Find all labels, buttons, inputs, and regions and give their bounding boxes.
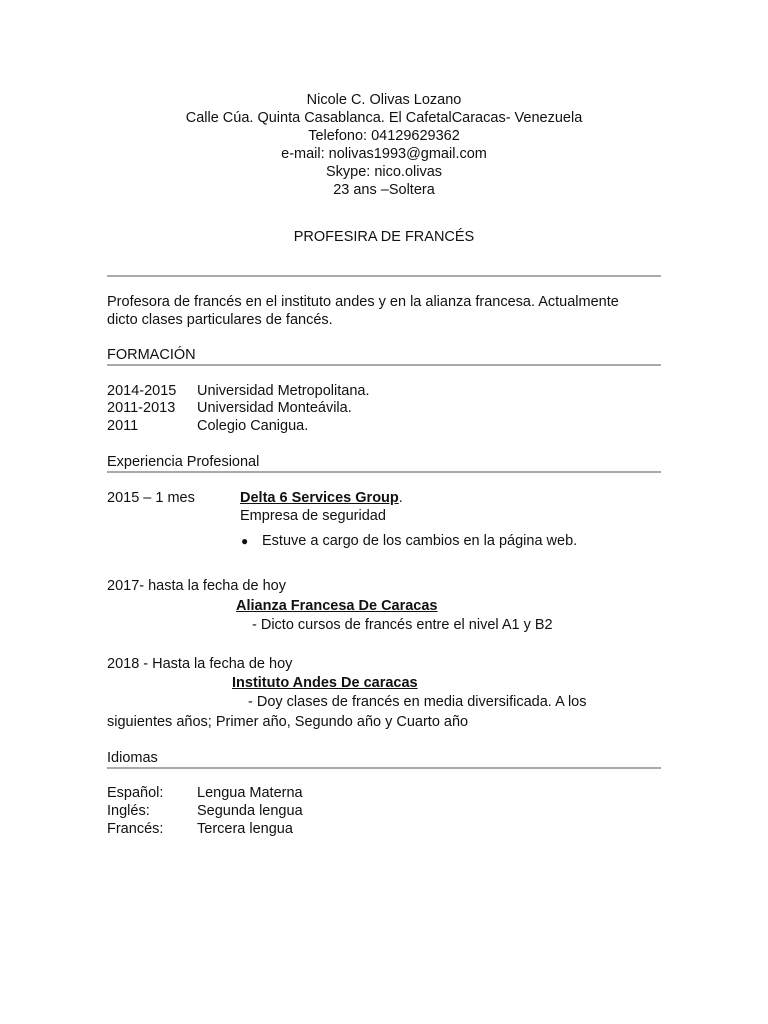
phone: Telefono: 04129629362 bbox=[308, 128, 460, 144]
job-title: PROFESIRA DE FRANCÉS bbox=[293, 229, 475, 245]
education-years: 2011-2013 bbox=[107, 400, 176, 416]
education-school: Universidad Metropolitana. bbox=[197, 383, 370, 399]
address: Calle Cúa. Quinta Casablanca. El CafetalCaracas- Venezuela bbox=[185, 110, 583, 126]
age-status: 23 ans –Soltera bbox=[333, 182, 435, 198]
divider-education bbox=[107, 364, 661, 366]
education-school: Colegio Canigua. bbox=[197, 418, 309, 434]
summary-line-1: Profesora de francés en el instituto andes y en la alianza francesa. Actualmente bbox=[107, 294, 619, 310]
divider-languages bbox=[107, 767, 661, 769]
job-company: Instituto Andes De caracas bbox=[232, 675, 418, 691]
education-years: 2011 bbox=[107, 418, 139, 434]
job-detail: - Dicto cursos de francés entre el nivel A1 y B2 bbox=[252, 617, 553, 633]
language-level: Tercera lengua bbox=[197, 821, 293, 837]
job-description: Empresa de seguridad bbox=[240, 508, 386, 524]
job-period: 2015 – 1 mes bbox=[107, 490, 195, 506]
language-name: Español: bbox=[107, 785, 164, 801]
experience-heading: Experiencia Profesional bbox=[107, 454, 260, 470]
job-bullet: Estuve a cargo de los cambios en la página web. bbox=[262, 533, 578, 549]
candidate-name: Nicole C. Olivas Lozano bbox=[306, 92, 462, 108]
bullet-icon: ● bbox=[241, 534, 249, 548]
language-name: Inglés: bbox=[107, 803, 150, 819]
skype: Skype: nico.olivas bbox=[325, 164, 443, 180]
education-school: Universidad Monteávila. bbox=[197, 400, 352, 416]
education-years: 2014-2015 bbox=[107, 383, 177, 399]
job-company-suffix: . bbox=[398, 490, 403, 506]
job-company: Delta 6 Services Group bbox=[240, 490, 399, 506]
job-company: Alianza Francesa De Caracas bbox=[236, 598, 438, 614]
divider-experience bbox=[107, 471, 661, 473]
job-company-line bbox=[240, 489, 403, 507]
summary-line-2: dicto clases particulares de fancés. bbox=[107, 312, 333, 328]
language-name: Francés: bbox=[107, 821, 164, 837]
email: e-mail: nolivas1993@gmail.com bbox=[281, 146, 487, 162]
divider-top bbox=[107, 275, 661, 277]
job-detail-line-2: siguientes años; Primer año, Segundo año y Cuarto año bbox=[107, 714, 469, 730]
job-period: 2018 - Hasta la fecha de hoy bbox=[107, 656, 293, 672]
language-level: Segunda lengua bbox=[197, 803, 303, 819]
job-period: 2017- hasta la fecha de hoy bbox=[107, 578, 286, 594]
job-detail-line-1: - Doy clases de francés en media diversificada. A los bbox=[248, 694, 587, 710]
language-level: Lengua Materna bbox=[197, 785, 303, 801]
education-heading: FORMACIÓN bbox=[107, 347, 196, 363]
languages-heading: Idiomas bbox=[107, 750, 158, 766]
